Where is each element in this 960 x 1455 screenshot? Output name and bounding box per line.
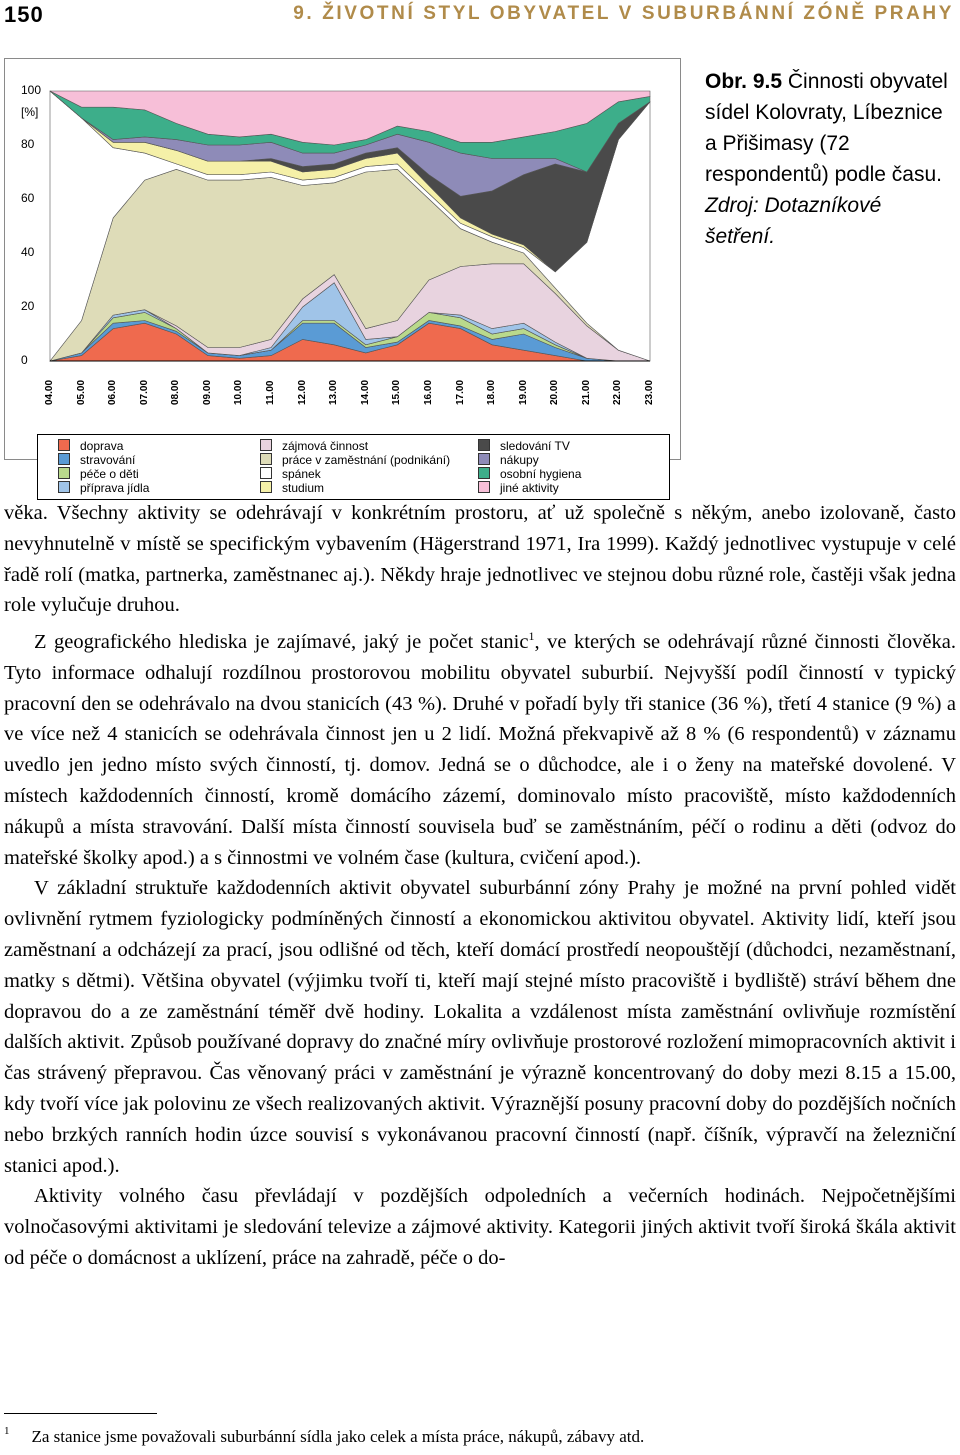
chart-legend bbox=[37, 434, 670, 500]
legend-label: osobní hygiena bbox=[500, 467, 582, 481]
figure-label: Obr. 9.5 bbox=[705, 70, 783, 93]
x-tick-label: 18.00 bbox=[486, 379, 498, 405]
legend-label: stravování bbox=[80, 453, 136, 467]
legend-item bbox=[260, 439, 368, 453]
legend-item bbox=[58, 439, 123, 453]
x-tick-label: 11.00 bbox=[265, 380, 277, 405]
footnote-ref: 1 bbox=[528, 629, 535, 644]
y-tick-label: 60 bbox=[21, 191, 35, 205]
x-tick-label: 07.00 bbox=[138, 379, 150, 405]
page-number: 150 bbox=[4, 2, 44, 27]
legend-item bbox=[478, 481, 559, 495]
footnote-text: Za stanice jsme považovali suburbánní sídla jako celek a místa práce, nákupů, zábavy atd. bbox=[31, 1427, 645, 1446]
figure-frame bbox=[4, 58, 681, 495]
paragraph-4: Aktivity volného času převládají v pozdějších odpoledních a večerních hodinách. Nejpočetnějšími volnočasovými aktivitami je sledování televize a zájmové aktivity. Kategorii jiných aktivit tvoří široká škála aktivit od péče o domácnost a uklízení, práce na zahradě, péče o do- bbox=[4, 1185, 956, 1269]
caption-source: Zdroj: Dotazníkové šetření. bbox=[705, 194, 882, 248]
stacked-area-chart bbox=[5, 59, 680, 429]
legend-label: doprava bbox=[80, 439, 124, 453]
legend-swatch bbox=[58, 467, 70, 479]
legend-label: nákupy bbox=[500, 453, 539, 467]
x-tick-label: 13.00 bbox=[328, 379, 340, 405]
legend-label: práce v zaměstnání (podnikání) bbox=[282, 453, 451, 467]
x-tick-label: 09.00 bbox=[201, 379, 213, 405]
legend-item bbox=[478, 439, 570, 453]
legend-swatch bbox=[478, 481, 490, 493]
x-tick-label: 17.00 bbox=[454, 379, 466, 405]
legend-item bbox=[260, 467, 321, 481]
legend-swatch bbox=[478, 439, 490, 451]
x-tick-label: 14.00 bbox=[359, 379, 371, 405]
y-tick-label: 20 bbox=[21, 299, 35, 313]
paragraph-2-end: , ve kterých se odehrávají různé činnosti člověka. Tyto informace odhalují rozdílnou prostorovou mobilitu obyvatel suburbií. Nejvyšší podíl činností v typický pracovní den se odehrávalo na dvou stanicích (43 %). Druhé v pořadí byly tři stanice (36 %), třetí 4 stanice (9 %) a ve více než 4 stanicích se odehrávala činnost jen u 2 lidí. Možná překvapivě až 8 % (6 respondentů) v záznamu uvedlo jen jedno místo svých činností, tj. domov. Jedná se o důchodce, ale i o ženy na mateřské dovolené. V místech každodenních činností, kromě domácího zázemí, dominovalo místo pracoviště, místo každodenních nákupů a místa stravování. Další místa činností souvisela buď se zaměstnáním, péčí o rodinu a děti (odvoz do mateřské školky apod.) a s činnostmi ve volném čase (kultura, cvičení apod.). bbox=[4, 631, 956, 869]
x-tick-label: 20.00 bbox=[549, 379, 561, 405]
legend-swatch bbox=[260, 439, 272, 451]
caption-text: Činnosti obyvatel sídel Kolovraty, Líbeznice a Přišimasy (72 respondentů) podle času. bbox=[705, 70, 948, 186]
legend-item bbox=[260, 453, 450, 467]
x-tick-label: 06.00 bbox=[107, 379, 119, 405]
legend-label: péče o děti bbox=[80, 467, 139, 481]
legend-item bbox=[58, 467, 139, 481]
footnote bbox=[4, 1425, 954, 1447]
legend-swatch bbox=[478, 453, 490, 465]
legend-item bbox=[58, 453, 135, 467]
paragraph-3: V základní struktuře každodenních aktivit obyvatel suburbánní zóny Prahy je možné na první pohled vidět ovlivnění rytmem fyziologicky podmíněných činností a ekonomickou aktivitou obyvatel. Aktivity lidí, kteří jsou zaměstnaní a odcházejí za prací, jsou odlišné od těch, kteří domácí prostředí neopouštějí (důchodci, nezaměstnaní, matky s dětmi). Většina obyvatel (výjimku tvoří ti, kteří mají stejné místo pracoviště i bydliště) stráví během dne dopravou do a ze zaměstnání téměř dvě hodiny. Lokalita a vzdálenost místa zaměstnání ovlivňuje rozmístění dalších aktivit. Způsob používané dopravy do značné míry ovlivňuje prostorové rozložení mimopracovních aktivit i čas strávený přepravou. Čas věnovaný práci v zaměstnání je výrazně koncentrovaný do doby mezi 8.15 a 15.00, kdy tvoří více jak polovinu ze všech realizovaných aktivit. Výraznější posuny pracovní doby do pozdějších nočních nebo brzkých ranních hodin úzce souvisí s vykonávanou pracovní činností (např. číšník, výpravčí na železniční stanici apod.). bbox=[4, 877, 956, 1177]
legend-label: příprava jídla bbox=[80, 481, 150, 495]
y-axis-unit: [%] bbox=[21, 105, 39, 119]
legend-item bbox=[478, 467, 581, 481]
legend-label: jiné aktivity bbox=[500, 481, 559, 495]
x-tick-label: 08.00 bbox=[170, 379, 182, 405]
figure-caption bbox=[705, 66, 955, 252]
footnote-rule bbox=[4, 1413, 157, 1414]
legend-swatch bbox=[260, 467, 272, 479]
legend-item bbox=[58, 481, 149, 495]
chapter-title: 9. ŽIVOTNÍ STYL OBYVATEL V SUBURBÁNNÍ ZÓNĚ PRAHY bbox=[293, 3, 954, 24]
body-text bbox=[4, 498, 956, 1274]
legend-label: sledování TV bbox=[500, 439, 570, 453]
paragraph-1: věka. Všechny aktivity se odehrávají v konkrétním prostoru, ať už společně s někým, anebo izolovaně, často nevyhnutelně v místě se specifickým vybavením (Hägerstrand 1971, Ira 1999). Každý jednotlivec vystupuje v celé řadě rolí (matka, partnerka, zaměstnanec aj.). Někdy hraje jednotlivec ve stejnou dobu různé role, častěji však jedna role vylučuje druhou. bbox=[4, 502, 956, 617]
paragraph-2-start: Z geografického hlediska je zajímavé, jaký je počet stanic bbox=[34, 631, 529, 654]
y-tick-label: 100 bbox=[21, 83, 42, 97]
running-head bbox=[0, 0, 960, 30]
legend-swatch bbox=[58, 439, 70, 451]
x-tick-label: 05.00 bbox=[75, 379, 87, 405]
legend-label: zájmová činnost bbox=[282, 439, 369, 453]
x-tick-label: 04.00 bbox=[44, 379, 55, 405]
y-tick-label: 40 bbox=[21, 245, 35, 259]
x-tick-label: 12.00 bbox=[296, 379, 308, 405]
x-tick-label: 23.00 bbox=[644, 379, 655, 405]
y-tick-label: 0 bbox=[21, 353, 28, 367]
legend-swatch bbox=[58, 453, 70, 465]
legend-swatch bbox=[260, 453, 272, 465]
x-tick-label: 22.00 bbox=[612, 379, 624, 405]
legend-label: spánek bbox=[282, 467, 321, 481]
legend-swatch bbox=[478, 467, 490, 479]
paragraph-2 bbox=[4, 621, 956, 873]
x-tick-label: 10.00 bbox=[233, 379, 245, 405]
x-tick-label: 21.00 bbox=[580, 379, 592, 405]
legend-label: studium bbox=[282, 481, 325, 495]
legend-item bbox=[260, 481, 324, 495]
x-tick-label: 19.00 bbox=[517, 379, 529, 405]
footnote-number: 1 bbox=[4, 1425, 10, 1437]
x-tick-label: 15.00 bbox=[391, 379, 403, 405]
x-tick-label: 16.00 bbox=[422, 379, 434, 405]
legend-swatch bbox=[260, 481, 272, 493]
legend-item bbox=[478, 453, 539, 467]
legend-swatch bbox=[58, 481, 70, 493]
y-tick-label: 80 bbox=[21, 137, 35, 151]
